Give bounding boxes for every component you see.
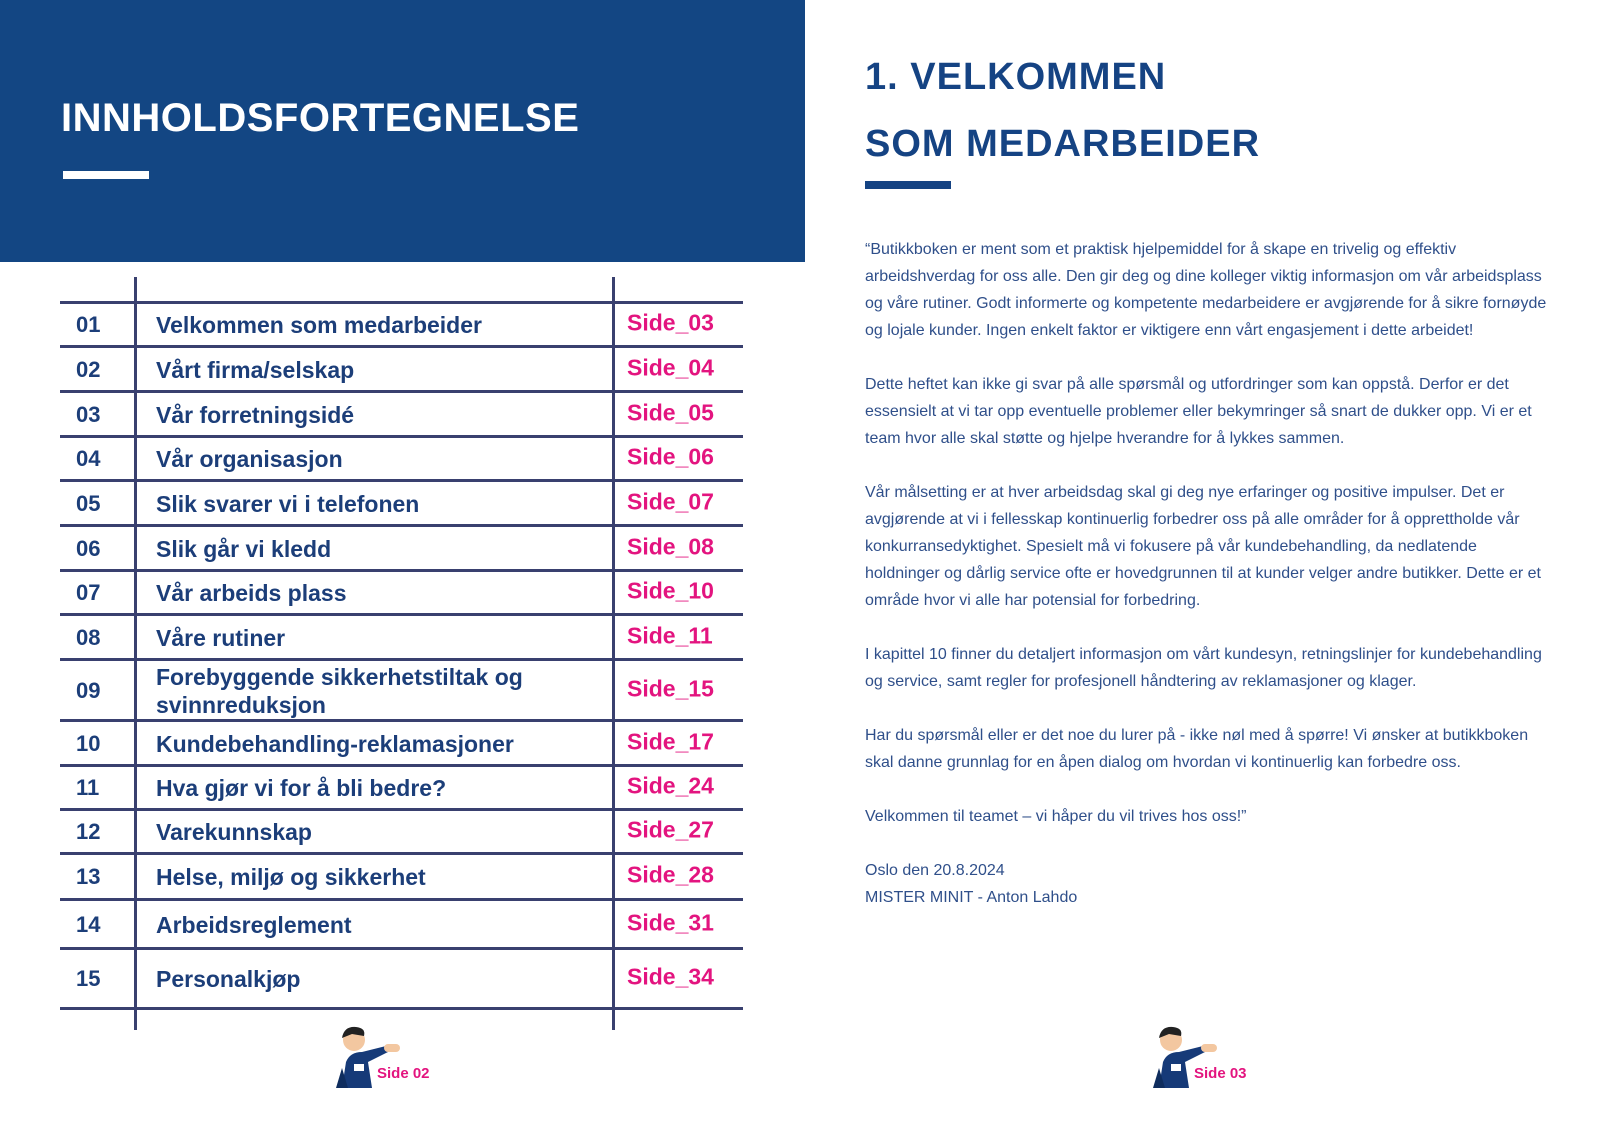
toc-row-rule [60,658,743,661]
toc-entry-page: Side_10 [627,577,714,604]
toc-entry-number: 08 [76,624,101,650]
toc-entry-title: Hva gjør vi for å bli bedre? [156,775,447,801]
toc-entry-number: 10 [76,730,101,756]
toc-table [60,277,743,1030]
toc-row-rule [60,947,743,950]
toc-entry-number: 01 [76,312,101,337]
toc-entry-title: Vår arbeids plass [156,580,347,606]
toc-entry-page: Side_15 [627,675,714,701]
toc-row-rule [60,808,743,811]
toc-header-banner [0,0,805,262]
toc-entry-page: Side_07 [627,488,714,514]
toc-entry-page: Side_24 [627,772,714,799]
page-number: Side 02 [377,1065,430,1082]
toc-entry-title: Vår forretningsidé [156,401,355,428]
title-underline [865,181,951,189]
toc-entry-title: Arbeidsreglement [156,911,352,938]
toc-entry-title: Varekunnskap [156,819,312,845]
toc-row-rule [60,719,743,722]
toc-entry-title: Velkommen som medarbeider [156,312,482,338]
toc-entry-page: Side_03 [627,309,714,336]
toc-entry-number: 09 [76,677,101,703]
toc-entry-page: Side_05 [627,399,714,425]
toc-row-rule [60,479,743,482]
toc-row-rule [60,898,743,901]
toc-title: INNHOLDSFORTEGNELSE [61,96,580,140]
toc-entry-page: Side_17 [627,728,714,754]
toc-entry-number: 04 [76,446,101,471]
toc-row-rule [60,1007,743,1010]
page-number: Side 03 [1194,1065,1247,1082]
toc-entry-number: 03 [76,401,101,427]
paragraph: Dette heftet kan ikke gi svar på alle spørsmål og utfordringer som kan oppstå. Derfor er det essensielt at vi tar opp eventuelle problemer eller bekymringer så snart de dukker opp. Vi er et team hvor alle skal støtte og hjelpe hverandre for å lykkes sammen. [865,376,1532,447]
signature-name: MISTER MINIT - Anton Lahdo [865,889,1078,906]
toc-row-rule [60,301,743,304]
toc-row-rule [60,764,743,767]
toc-entry-title: Slik svarer vi i telefonen [156,490,420,517]
toc-entry-title: Personalkjøp [156,966,301,992]
toc-entry-number: 02 [76,356,101,382]
toc-row-rule [60,390,743,393]
title-underline [63,171,149,179]
toc-entry-number: 13 [76,864,101,889]
toc-entry-number: 06 [76,535,101,561]
paragraph: Har du spørsmål eller er det noe du lurer på - ikke nøl med å spørre! Vi ønsker at butikkboken skal danne grunnlag for en åpen dialog om hvordan vi kontinuerlig kan forbedre oss. [865,727,1529,771]
welcome-letter [865,236,1555,911]
toc-entry-page: Side_34 [627,963,714,990]
paragraph: Velkommen til teamet – vi håper du vil trives hos oss!” [865,808,1247,825]
toc-entry-number: 12 [76,819,101,844]
toc-entry-title: Vårt firma/selskap [156,356,355,383]
toc-entry-title: Helse, miljø og sikkerhet [156,864,426,890]
paragraph: “Butikkboken er ment som et praktisk hjelpemiddel for å skape en trivelig og effektiv arbeidshverdag for oss alle. Den gir deg og dine kolleger viktig informasjon om vår arbeidsplass og våre rutiner. Godt informerte og kompetente medarbeidere er avgjørende for å sikre fornøyde og lojale kunder. Ingen enkelt faktor er viktigere enn vårt engasjement i dette arbeidet! [865,241,1547,339]
toc-row-rule [60,524,743,527]
toc-entry-page: Side_08 [627,533,714,559]
toc-entry-page: Side_27 [627,816,714,843]
toc-entry-number: 14 [76,911,101,937]
toc-entry-number: 15 [76,966,101,991]
toc-row-rule [60,613,743,616]
toc-entry-page: Side_06 [627,443,714,470]
toc-entry-title: Forebyggende sikkerhetstiltak og svinnreduksjon [156,663,523,718]
signature-place-date: Oslo den 20.8.2024 [865,862,1005,879]
toc-row-rule [60,852,743,855]
toc-entry-number: 11 [76,775,100,800]
toc-entry-number: 07 [76,580,101,605]
paragraph: Vår målsetting er at hver arbeidsdag skal gi deg nye erfaringer og positive impulser. Det er avgjørende at vi i fellesskap kontinuerlig forbedrer oss på alle områder for å opprettholde vår konkurransedyktighet. Spesielt må vi fokusere på vår kundebehandling, da nedlatende holdninger og dårlig service ofte er hovedgrunnen til at kunder velger andre butikker. Dette er et område hvor vi alle har potensial for forbedring. [865,484,1541,609]
toc-entry-page: Side_28 [627,861,714,888]
toc-entry-number: 05 [76,490,101,516]
toc-entry-page: Side_04 [627,354,714,380]
page-title-line1: 1. VELKOMMEN [865,56,1167,98]
toc-row-rule [60,569,743,572]
toc-entry-title: Våre rutiner [156,624,286,651]
toc-entry-page: Side_11 [627,622,713,648]
toc-entry-title: Slik går vi kledd [156,535,332,562]
toc-row-rule [60,435,743,438]
page-title-line2: SOM MEDARBEIDER [865,123,1261,165]
toc-entry-page: Side_31 [627,909,714,935]
toc-entry-title: Kundebehandling-reklamasjoner [156,730,514,757]
paragraph: I kapittel 10 finner du detaljert informasjon om vårt kundesyn, retningslinjer for kundebehandling og service, samt regler for profesjonell håndtering av reklamasjoner og klager. [865,646,1542,690]
toc-row-rule [60,345,743,348]
toc-entry-title: Vår organisasjon [156,446,343,472]
